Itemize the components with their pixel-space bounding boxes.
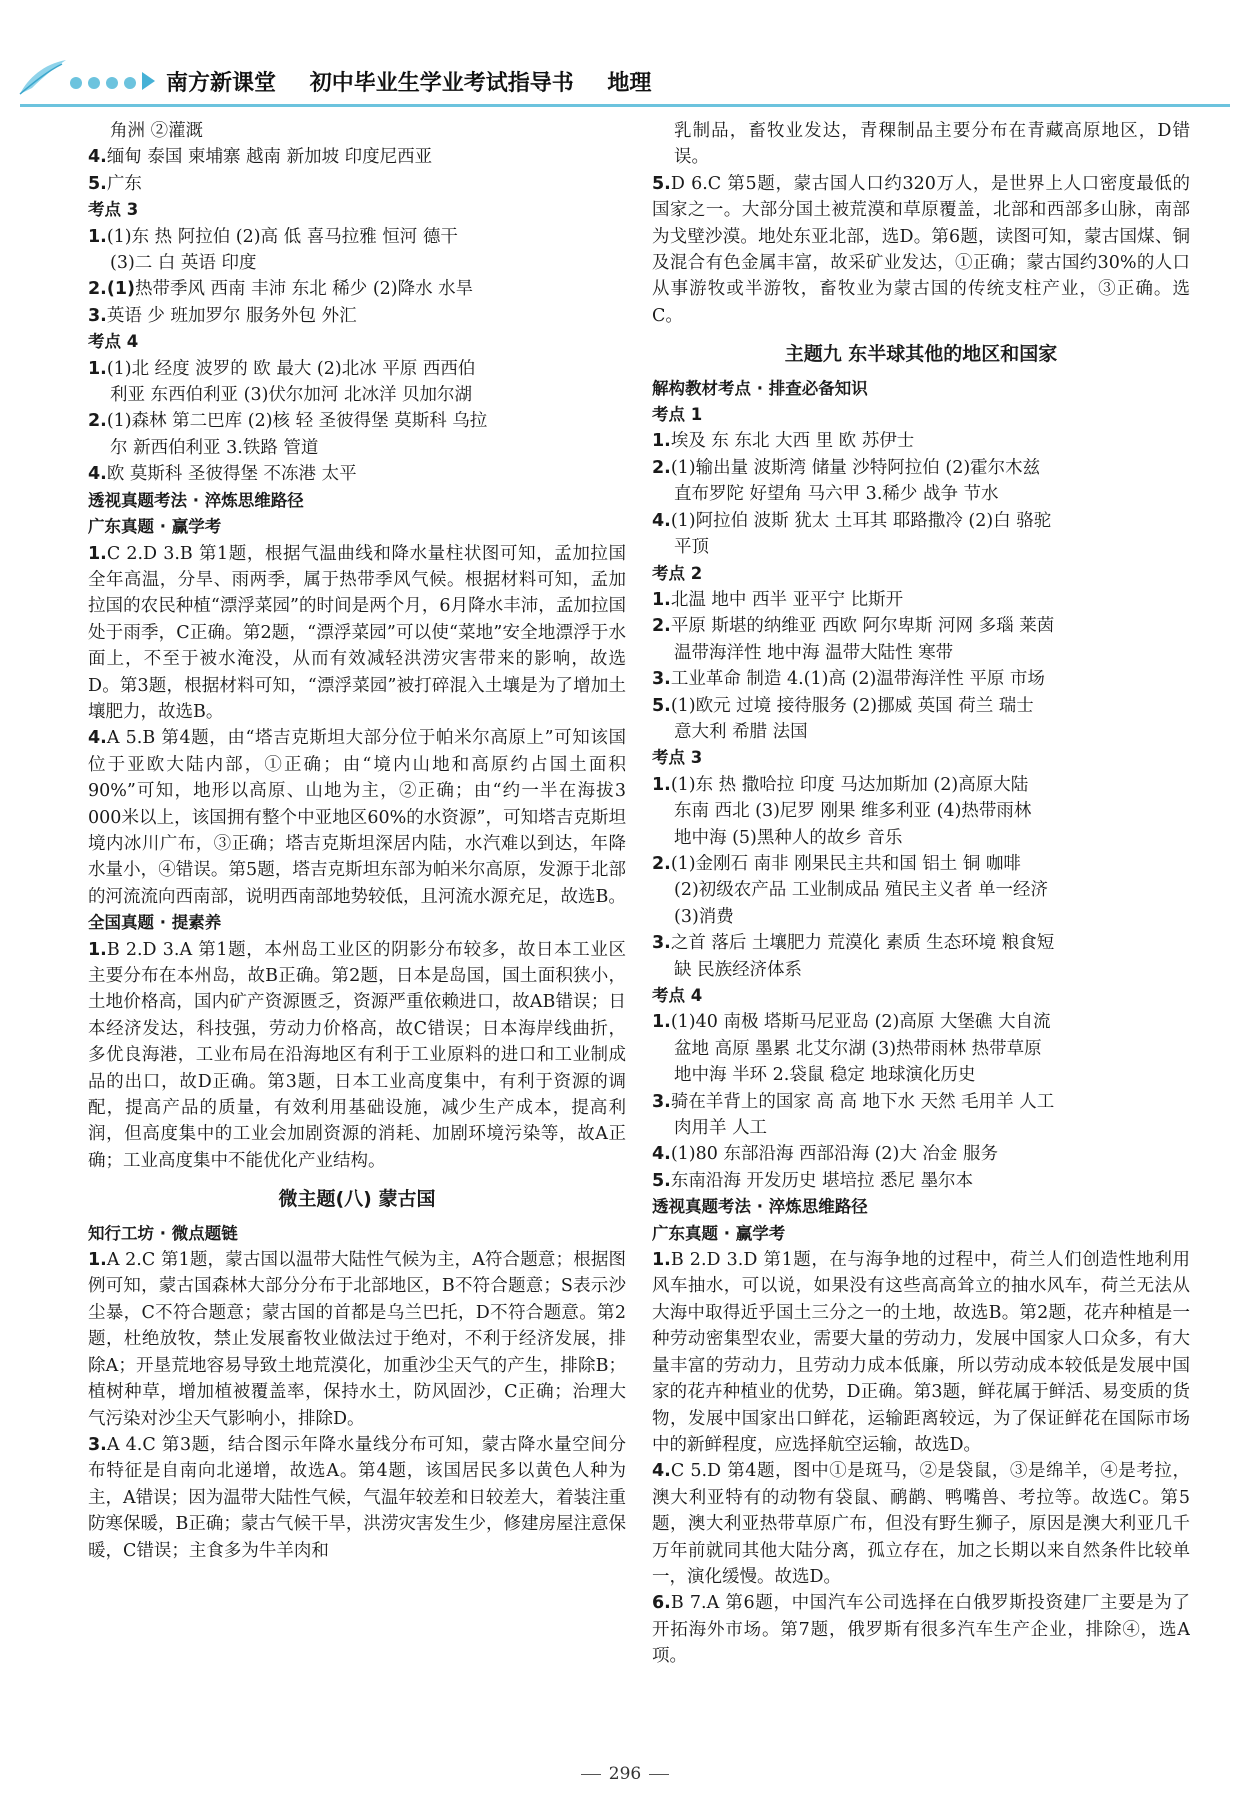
question-number: 4. bbox=[652, 1461, 671, 1482]
question-number: 3. bbox=[88, 1434, 107, 1455]
answer-text: 尔 新西伯利亚 3.铁路 管道 bbox=[110, 437, 319, 458]
answer-line bbox=[652, 481, 1190, 507]
question-number: 5. bbox=[88, 173, 107, 194]
answer-text: 缺 民族经济体系 bbox=[674, 959, 803, 980]
answer-line bbox=[652, 1062, 1190, 1088]
answer-text: 工业革命 制造 4.(1)高 (2)温带海洋性 平原 市场 bbox=[670, 669, 1045, 690]
answer-text: 之首 落后 土壤肥力 荒漠化 素质 生态环境 粮食短 bbox=[670, 933, 1055, 954]
answer-text: 直布罗陀 好望角 马六甲 3.稀少 战争 节水 bbox=[674, 484, 999, 505]
question-number: 4. bbox=[652, 510, 671, 531]
answer-paragraph bbox=[88, 725, 626, 910]
answer-line bbox=[88, 276, 626, 302]
answer-line bbox=[88, 171, 626, 197]
feather-icon bbox=[18, 58, 68, 98]
answer-text: 地中海 半环 2.袋鼠 稳定 地球演化历史 bbox=[674, 1065, 976, 1086]
answer-text: 平原 斯堪的纳维亚 西欧 阿尔卑斯 河网 多瑙 莱茵 bbox=[670, 616, 1055, 637]
answer-text: 东南 西北 (3)尼罗 刚果 维多利亚 (4)热带雨林 bbox=[674, 801, 1032, 822]
section-heading: 考点 3 bbox=[652, 748, 703, 768]
answer-text: 缅甸 泰国 柬埔寨 越南 新加坡 印度尼西亚 bbox=[106, 147, 433, 168]
answer-text: 热带季风 西南 丰沛 东北 稀少 (2)降水 水旱 bbox=[135, 279, 474, 300]
question-number: 2. bbox=[652, 457, 671, 478]
answer-text: (1)欧元 过境 接待服务 (2)挪威 英国 荷兰 瑞士 bbox=[670, 695, 1034, 716]
answer-text: C 5.D 第4题，图中①是斑马，②是袋鼠，③是绵羊，④是考拉，澳大利亚特有的动物有袋鼠、鸸鹋、鸭嘴兽、考拉等。故选C。第5题，澳大利亚热带草原广布，但没有野生狮子，原因是澳大利亚几千万年前就同其他大陆分离，孤立存在，加之长期以来自然条件比较单一，演化缓慢。故选D。 bbox=[652, 1461, 1190, 1587]
page-number-value: 296 bbox=[608, 1764, 642, 1784]
answer-text: (1)80 东部沿海 西部沿海 (2)大 冶金 服务 bbox=[670, 1144, 998, 1165]
answer-line bbox=[652, 587, 1190, 613]
answer-paragraph bbox=[652, 1247, 1190, 1458]
question-number: 1. bbox=[652, 1250, 671, 1271]
section-heading: 广东真题 · 赢学考 bbox=[88, 517, 222, 537]
answer-paragraph bbox=[88, 1247, 626, 1432]
answer-line bbox=[88, 382, 626, 408]
header-title bbox=[166, 66, 677, 97]
answer-paragraph bbox=[88, 937, 626, 1175]
section-heading: 透视真题考法 · 淬炼思维路径 bbox=[652, 1197, 868, 1217]
answer-line bbox=[88, 408, 626, 434]
page-number bbox=[0, 1764, 1250, 1784]
answer-line bbox=[652, 693, 1190, 719]
answer-text: D 6.C 第5题，蒙古国人口约320万人，是世界上人口密度最低的国家之一。大部分国土被荒漠和草原覆盖，北部和西部多山脉，南部为戈壁沙漠。地处东亚北部，选D。第6题，读图可知，蒙古国煤、铜及混合有色金属丰富，故采矿业发达，①正确；蒙古国约30%的人口从事游牧或半游牧，畜牧业为蒙古国的传统支柱产业，③正确。选C。 bbox=[652, 173, 1190, 326]
answer-line bbox=[652, 666, 1190, 692]
answer-line bbox=[652, 1009, 1190, 1035]
question-number: 5. bbox=[652, 173, 671, 194]
answer-text: 角洲 ②灌溉 bbox=[110, 121, 204, 141]
answer-text: 地中海 (5)黑种人的故乡 音乐 bbox=[674, 827, 903, 848]
answer-line bbox=[88, 303, 626, 329]
answer-text: 骑在羊背上的国家 高 高 地下水 天然 毛用羊 人工 bbox=[670, 1091, 1055, 1112]
answer-text: 欧 莫斯科 圣彼得堡 不冻港 太平 bbox=[106, 464, 357, 485]
answer-text: B 2.D 3.A 第1题，本州岛工业区的阴影分布较多，故日本工业区主要分布在本州岛，故B正确。第2题，日本是岛国，国土面积狭小，土地价格高，国内矿产资源匮乏，资源严重依赖进口，故AB错误；日本经济发达，科技强，劳动力价格高，故C错误；日本海岸线曲折，多优良海港，工业布局在沿海地区有利于工业原料的进口和工业制成品的出口，故D正确。第3题，日本工业高度集中，有利于资源的调配，提高产品的质量，有效利用基础设施，减少生产成本，提高利润，但高度集中的工业会加剧资源的消耗、加剧环境污染等，故A正确；工业高度集中不能优化产业结构。 bbox=[88, 939, 626, 1171]
question-number: 4. bbox=[652, 1144, 671, 1165]
answer-line bbox=[88, 461, 626, 487]
answer-line bbox=[652, 1168, 1190, 1194]
answer-text: A 2.C 第1题，蒙古国以温带大陆性气候为主，A符合题意；根据图例可知，蒙古国森林大部分分布于北部地区，B不符合题意；S表示沙尘暴，C不符合题意；蒙古国的首都是乌兰巴托，D不符合题意。第2题，杜绝放牧，禁止发展畜牧业做法过于绝对，不利于经济发展，排除A；开垦荒地容易导致土地荒漠化，加重沙尘天气的产生，排除B；植树种草，增加植被覆盖率，保持水土，防风固沙，C正确；治理大气污染对沙尘天气影响小，排除D。 bbox=[88, 1250, 626, 1429]
section-heading: 考点 1 bbox=[652, 405, 703, 425]
answer-text: C 2.D 3.B 第1题，根据气温曲线和降水量柱状图可知，孟加拉国全年高温，分旱、雨两季，属于热带季风气候。根据材料可知，孟加拉国的农民种植“漂浮菜园”的时间是两个月，6月降水丰沛，孟加拉国处于雨季，C正确。第2题，“漂浮菜园”可以使“菜地”安全地漂浮于水面上，不至于被水淹没，从而有效减轻洪涝灾害带来的影响，故选D。第3题，根据材料可知，“漂浮菜园”被打碎混入土壤是为了增加土壤肥力，故选B。 bbox=[88, 543, 626, 722]
answer-paragraph bbox=[652, 1458, 1190, 1590]
answer-text: (1)输出量 波斯湾 储量 沙特阿拉伯 (2)霍尔木兹 bbox=[670, 457, 1041, 478]
question-number: 6. bbox=[652, 1593, 671, 1614]
answer-line bbox=[652, 957, 1190, 983]
answer-text: 乳制品，畜牧业发达，青稞制品主要分布在青藏高原地区，D错误。 bbox=[674, 121, 1190, 168]
answer-paragraph bbox=[652, 171, 1190, 329]
answer-paragraph bbox=[652, 1590, 1190, 1669]
answer-line bbox=[652, 455, 1190, 481]
answer-paragraph bbox=[88, 541, 626, 726]
answer-line bbox=[652, 825, 1190, 851]
book-title: 初中毕业生学业考试指导书 bbox=[309, 71, 574, 96]
answer-line bbox=[652, 613, 1190, 639]
answer-text: B 2.D 3.D 第1题，在与海争地的过程中，荷兰人们创造性地利用风车抽水，可以说，如果没有这些高高耸立的抽水风车，荷兰无法从大海中取得近乎国土三分之一的土地，故选B。第2题，花卉种植是一种劳动密集型农业，需要大量的劳动力，发展中国家人口众多，有大量丰富的劳动力，且劳动力成本低廉，所以劳动成本较低是发展中国家的花卉种植业的优势，D正确。第3题，鲜花属于鲜活、易变质的货物，发展中国家出口鲜花，运输距离较远，为了保证鲜花在国际市场中的新鲜程度，应选择航空运输，故选D。 bbox=[652, 1250, 1190, 1455]
question-number: 5. bbox=[652, 1170, 671, 1191]
right-column bbox=[652, 118, 1190, 1670]
answer-text: 平顶 bbox=[674, 537, 709, 558]
answer-line bbox=[88, 144, 626, 170]
question-number: 1. bbox=[88, 1250, 107, 1271]
question-number: 5. bbox=[652, 695, 671, 716]
answer-line bbox=[652, 534, 1190, 560]
answer-text: (1)森林 第二巴库 (2)核 轻 圣彼得堡 莫斯科 乌拉 bbox=[106, 411, 488, 432]
answer-text: (1)40 南极 塔斯马尼亚岛 (2)高原 大堡礁 大自流 bbox=[670, 1012, 1051, 1033]
section-heading: 透视真题考法 · 淬炼思维路径 bbox=[88, 490, 304, 510]
answer-text: 肉用羊 人工 bbox=[674, 1118, 768, 1139]
arrow-icon bbox=[142, 72, 155, 90]
answer-line bbox=[652, 1089, 1190, 1115]
decorative-dots bbox=[70, 74, 142, 93]
question-number: 2. bbox=[652, 853, 671, 874]
answer-text: 英语 少 班加罗尔 服务外包 外汇 bbox=[106, 305, 357, 326]
answer-text: A 4.C 第3题，结合图示年降水量线分布可知，蒙古降水量空间分布特征是自南向北递增，故选A。第4题，该国居民多以黄色人种为主，A错误；因为温带大陆性气候，气温年较差和日较差大，着装注重防寒保暖，B正确；蒙古气候干旱，洪涝灾害发生少，修建房屋注意保暖，C错误；主食多为牛羊肉和 bbox=[88, 1434, 626, 1561]
section-heading: 广东真题 · 赢学考 bbox=[652, 1223, 786, 1243]
answer-text: 东南沿海 开发历史 堪培拉 悉尼 墨尔本 bbox=[670, 1170, 974, 1191]
brand-name: 南方新课堂 bbox=[166, 71, 277, 96]
question-number: 4. bbox=[88, 147, 107, 168]
question-number: 3. bbox=[88, 305, 107, 326]
question-number: 1. bbox=[88, 939, 107, 960]
answer-text: 温带海洋性 地中海 温带大陆性 寒带 bbox=[674, 642, 954, 663]
answer-line bbox=[652, 851, 1190, 877]
answer-text: (1)东 热 阿拉伯 (2)高 低 喜马拉雅 恒河 德干 bbox=[106, 226, 458, 247]
section-heading: 考点 4 bbox=[88, 332, 139, 352]
answer-line bbox=[652, 719, 1190, 745]
section-heading: 知行工坊 · 微点题链 bbox=[88, 1223, 238, 1243]
answer-text: (1)北 经度 波罗的 欧 最大 (2)北冰 平原 西西伯 bbox=[106, 358, 476, 379]
answer-paragraph bbox=[652, 118, 1190, 171]
section-heading: 解构教材考点 · 排查必备知识 bbox=[652, 378, 868, 398]
question-number: 1. bbox=[652, 589, 671, 610]
topic-title: 微主题(八) 蒙古国 bbox=[278, 1188, 436, 1211]
answer-text: 埃及 东 东北 大西 里 欧 苏伊士 bbox=[670, 431, 915, 452]
answer-line bbox=[652, 428, 1190, 454]
subject-label: 地理 bbox=[607, 71, 652, 96]
answer-line bbox=[88, 250, 626, 276]
question-number: 2.(1) bbox=[88, 279, 135, 300]
answer-line bbox=[652, 798, 1190, 824]
answer-text: 北温 地中 西半 亚平宁 比斯开 bbox=[670, 589, 904, 610]
answer-line bbox=[652, 1115, 1190, 1141]
section-heading: 考点 4 bbox=[652, 986, 703, 1005]
question-number: 3. bbox=[652, 1091, 671, 1112]
question-number: 1. bbox=[88, 543, 107, 564]
answer-text: B 7.A 第6题，中国汽车公司选择在白俄罗斯投资建厂主要是为了开拓海外市场。第7题，俄罗斯有很多汽车生产企业，排除④，选A项。 bbox=[652, 1593, 1190, 1667]
question-number: 4. bbox=[88, 464, 107, 485]
question-number: 3. bbox=[652, 669, 671, 690]
answer-text: (2)初级农产品 工业制成品 殖民主义者 单一经济 bbox=[674, 880, 1048, 901]
answer-text: (1)阿拉伯 波斯 犹太 土耳其 耶路撒冷 (2)白 骆驼 bbox=[670, 510, 1052, 531]
answer-line bbox=[652, 877, 1190, 903]
answer-text: 盆地 高原 墨累 北艾尔湖 (3)热带雨林 热带草原 bbox=[674, 1038, 1042, 1059]
topic-title: 主题九 东半球其他的地区和国家 bbox=[784, 343, 1058, 366]
question-number: 2. bbox=[652, 616, 671, 637]
answer-text: (1)东 热 撒哈拉 印度 马达加斯加 (2)高原大陆 bbox=[670, 774, 1029, 795]
answer-text: 利亚 东西伯利亚 (3)伏尔加河 北冰洋 贝加尔湖 bbox=[110, 385, 473, 406]
answer-text: 广东 bbox=[106, 173, 142, 194]
answer-line bbox=[652, 930, 1190, 956]
answer-line bbox=[88, 224, 626, 250]
question-number: 1. bbox=[88, 358, 107, 379]
answer-line bbox=[88, 435, 626, 461]
answer-text: (1)金刚石 南非 刚果民主共和国 铝土 铜 咖啡 bbox=[670, 853, 1021, 874]
answer-line bbox=[652, 640, 1190, 666]
answer-text: (3)消费 bbox=[674, 906, 734, 927]
answer-line bbox=[652, 772, 1190, 798]
question-number: 4. bbox=[88, 728, 107, 749]
header-rule bbox=[20, 104, 1230, 107]
left-column bbox=[88, 118, 626, 1564]
answer-paragraph bbox=[88, 1432, 626, 1564]
answer-line bbox=[652, 904, 1190, 930]
section-heading: 考点 2 bbox=[652, 563, 703, 583]
question-number: 1. bbox=[88, 226, 107, 247]
question-number: 2. bbox=[88, 411, 107, 432]
question-number: 1. bbox=[652, 774, 671, 795]
answer-line bbox=[652, 508, 1190, 534]
answer-text: (3)二 白 英语 印度 bbox=[110, 253, 257, 274]
section-heading: 考点 3 bbox=[88, 200, 139, 220]
answer-line bbox=[652, 1141, 1190, 1167]
answer-text: A 5.B 第4题，由“塔吉克斯坦大部分位于帕米尔高原上”可知该国位于亚欧大陆内部，①正确；由“境内山地和高原约占国土面积90%”可知，地形以高原、山地为主，②正确；由“约一半在海拔3 000米以上，该国拥有整个中亚地区60%的水资源”，可知塔吉克斯坦境内冰川广布，③正确；塔吉克斯坦深居内陆，水汽难以到达，年降水量小，④错误。第5题，塔吉克斯坦东部为帕米尔高原，发源于北部的河流流向西南部，说明西南部地势较低，且河流水源充足，故选B。 bbox=[88, 728, 626, 907]
question-number: 1. bbox=[652, 1012, 671, 1033]
answer-text: 意大利 希腊 法国 bbox=[674, 721, 808, 742]
answer-line bbox=[88, 118, 626, 144]
answer-line bbox=[652, 1036, 1190, 1062]
question-number: 1. bbox=[652, 431, 671, 452]
question-number: 3. bbox=[652, 933, 671, 954]
answer-line bbox=[88, 356, 626, 382]
section-heading: 全国真题 · 提素养 bbox=[88, 913, 222, 933]
page-header bbox=[0, 0, 1250, 110]
